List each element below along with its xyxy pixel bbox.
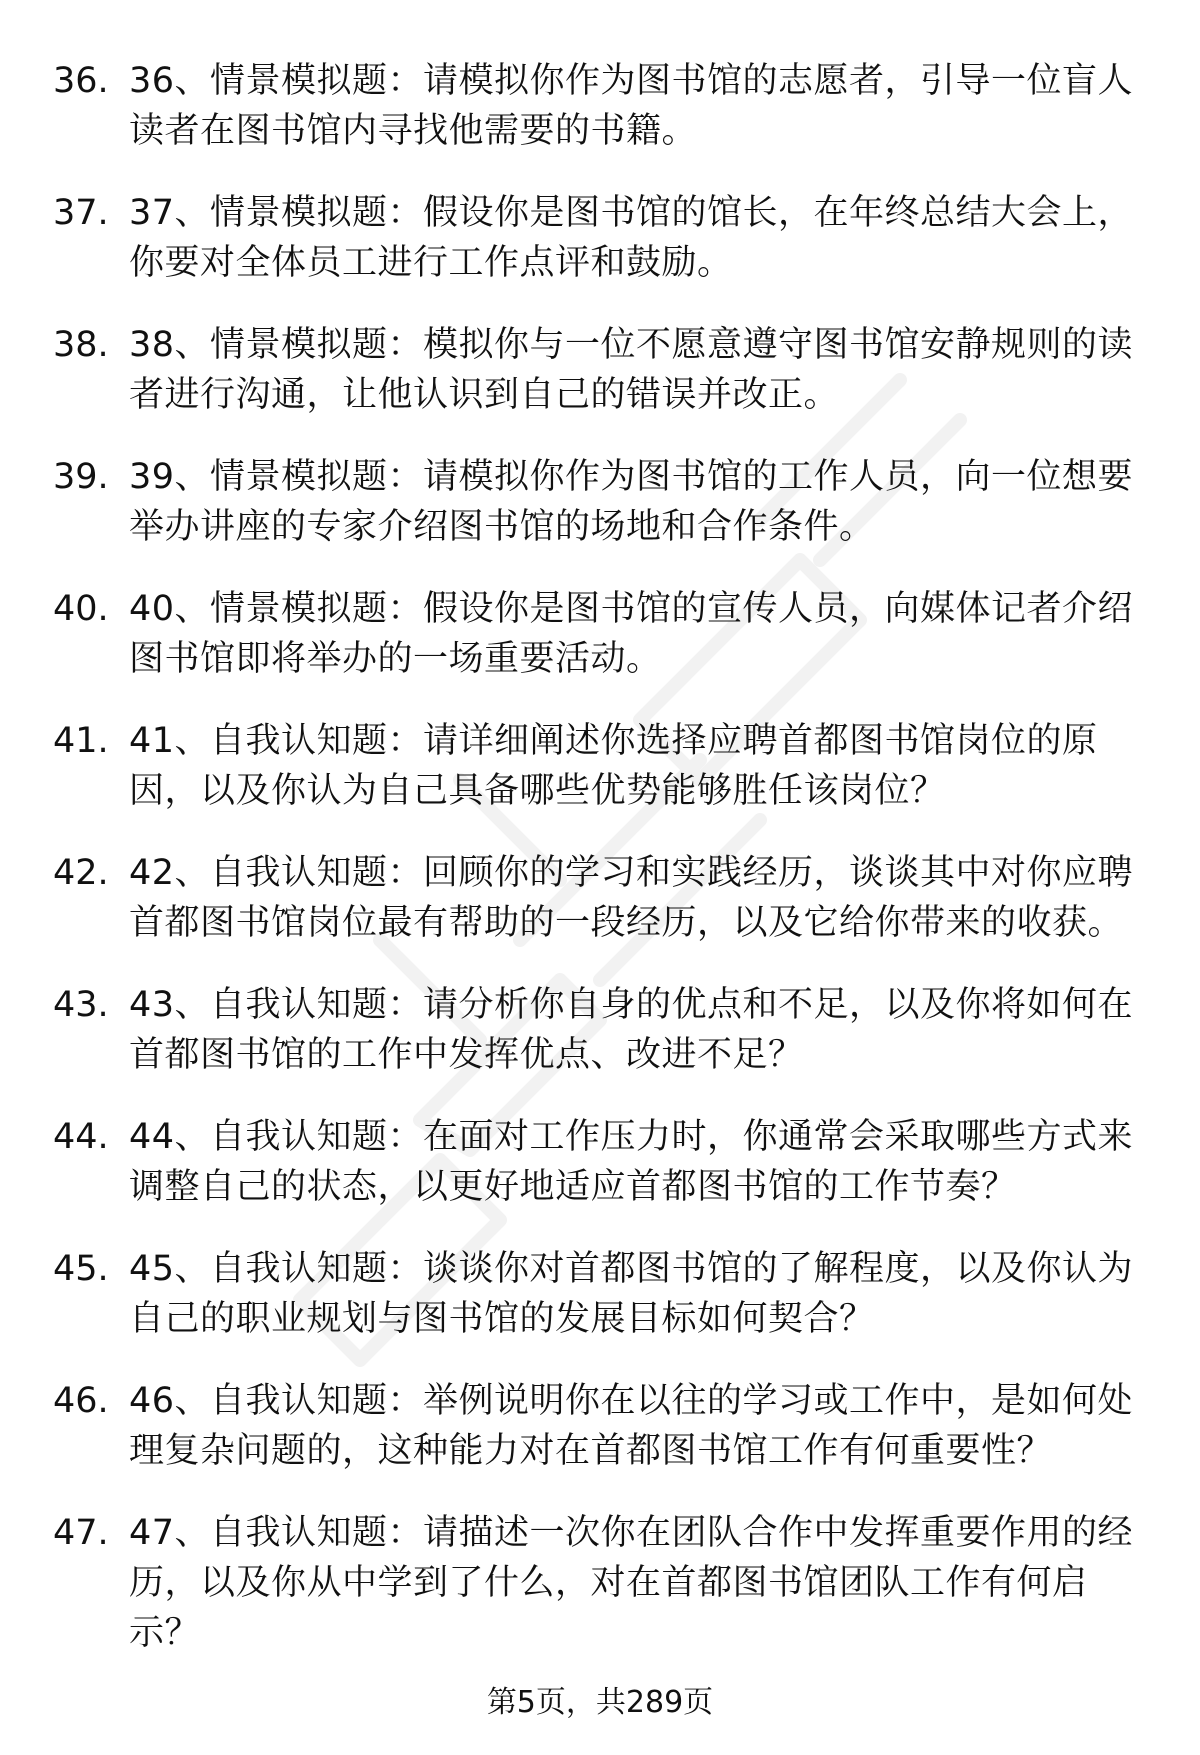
question-item	[0, 716, 1200, 848]
question-text: 40、情景模拟题：假设你是图书馆的宣传人员，向媒体记者介绍图书馆即将举办的一场重要活动。	[129, 589, 1134, 679]
question-text: 43、自我认知题：请分析你自身的优点和不足，以及你将如何在首都图书馆的工作中发挥优点、改进不足？	[129, 985, 1134, 1075]
question-number: 43.	[53, 985, 109, 1025]
question-item	[0, 1508, 1200, 1653]
question-list	[0, 56, 1200, 1653]
question-number: 41.	[53, 721, 109, 761]
question-item	[0, 1244, 1200, 1376]
question-item	[0, 188, 1200, 320]
question-text: 44、自我认知题：在面对工作压力时，你通常会采取哪些方式来调整自己的状态，以更好地适应首都图书馆的工作节奏？	[129, 1117, 1134, 1207]
question-number: 42.	[53, 853, 109, 893]
question-text: 36、情景模拟题：请模拟你作为图书馆的志愿者，引导一位盲人读者在图书馆内寻找他需要的书籍。	[129, 61, 1134, 151]
question-text: 38、情景模拟题：模拟你与一位不愿意遵守图书馆安静规则的读者进行沟通，让他认识到自己的错误并改正。	[129, 325, 1134, 415]
question-number: 39.	[53, 457, 109, 497]
question-number: 44.	[53, 1117, 109, 1157]
question-number: 36.	[53, 61, 109, 101]
question-text: 42、自我认知题：回顾你的学习和实践经历，谈谈其中对你应聘首都图书馆岗位最有帮助的一段经历，以及它给你带来的收获。	[129, 853, 1134, 943]
question-item	[0, 584, 1200, 716]
question-number: 37.	[53, 193, 109, 233]
question-text: 41、自我认知题：请详细阐述你选择应聘首都图书馆岗位的原因，以及你认为自己具备哪些优势能够胜任该岗位？	[129, 721, 1098, 811]
question-text: 39、情景模拟题：请模拟你作为图书馆的工作人员，向一位想要举办讲座的专家介绍图书馆的场地和合作条件。	[129, 457, 1134, 547]
question-number: 47.	[53, 1513, 109, 1553]
question-number: 45.	[53, 1249, 109, 1289]
question-item	[0, 1376, 1200, 1508]
question-item	[0, 980, 1200, 1112]
question-item	[0, 452, 1200, 584]
page-number-footer: 第5页，共289页	[486, 1685, 714, 1720]
question-number: 46.	[53, 1381, 109, 1421]
question-item	[0, 1112, 1200, 1244]
question-item	[0, 848, 1200, 980]
question-text: 47、自我认知题：请描述一次你在团队合作中发挥重要作用的经历，以及你从中学到了什么，对在首都图书馆团队工作有何启示？	[129, 1513, 1134, 1653]
question-number: 40.	[53, 589, 109, 629]
question-text: 37、情景模拟题：假设你是图书馆的馆长，在年终总结大会上，你要对全体员工进行工作点评和鼓励。	[129, 193, 1134, 283]
question-item	[0, 56, 1200, 188]
question-item	[0, 320, 1200, 452]
question-number: 38.	[53, 325, 109, 365]
question-text: 46、自我认知题：举例说明你在以往的学习或工作中，是如何处理复杂问题的，这种能力对在首都图书馆工作有何重要性？	[129, 1381, 1134, 1471]
question-text: 45、自我认知题：谈谈你对首都图书馆的了解程度，以及你认为自己的职业规划与图书馆的发展目标如何契合？	[129, 1249, 1134, 1339]
